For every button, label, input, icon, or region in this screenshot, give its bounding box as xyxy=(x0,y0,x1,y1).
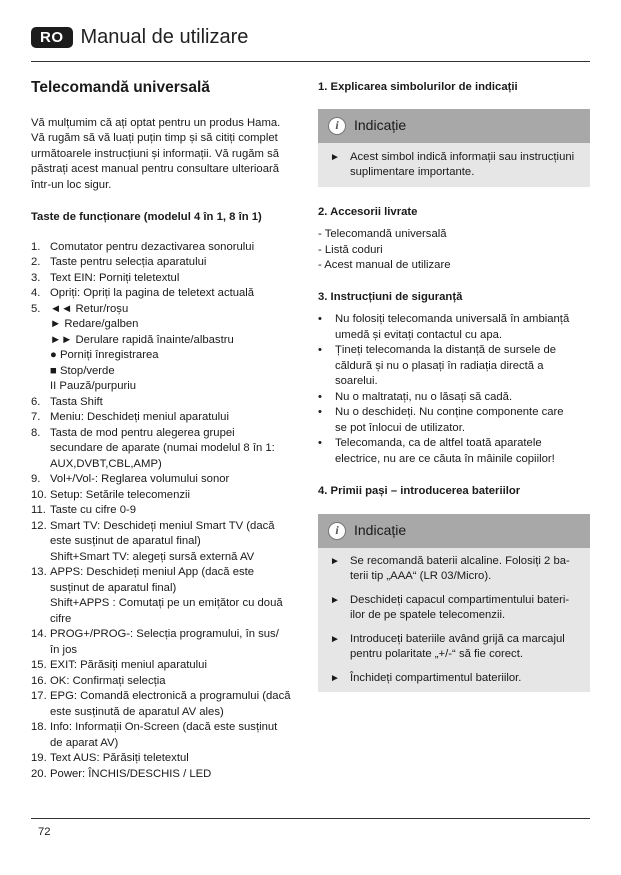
function-item xyxy=(31,410,299,426)
function-text xyxy=(50,488,299,504)
note-item-text xyxy=(350,632,565,663)
function-line: susținut de aparatul final) xyxy=(50,581,177,594)
safety-line: se pot înlocui de utilizator. xyxy=(335,421,465,434)
safety-line: Nu folosiți telecomanda universală în ambianță xyxy=(335,313,570,325)
function-line: Text EIN: Porniți teletextul xyxy=(50,271,180,284)
safety-text xyxy=(335,390,512,406)
info-icon: i xyxy=(328,522,346,540)
function-line: Meniu: Deschideți meniul aparatului xyxy=(50,411,229,423)
note-text-line: pentru polaritate „+/-“ să fie corect. xyxy=(350,648,523,660)
function-item xyxy=(31,751,299,767)
function-text xyxy=(50,627,299,658)
safety-line: Nu o deschideți. Nu conține componente care xyxy=(335,406,564,418)
function-text xyxy=(50,503,299,519)
function-item xyxy=(31,271,299,287)
functions-heading: Taste de funcționare (modelul 4 în 1, 8 în 1) xyxy=(31,211,262,223)
function-line: secundare de aparate (numai modelul 8 în 1: xyxy=(50,442,275,454)
note-title: Indicație xyxy=(354,521,407,538)
note-text-line: Deschideți capacul compartimentului bateri- xyxy=(350,593,570,606)
function-text xyxy=(50,410,299,426)
page-title: Telecomandă universală xyxy=(31,79,210,96)
safety-text xyxy=(335,343,556,390)
function-line: cifre xyxy=(50,612,72,625)
function-number: 11. xyxy=(31,504,46,516)
function-line: Taste pentru selecția aparatului xyxy=(50,256,207,268)
bullet-icon: • xyxy=(318,406,322,418)
note-text-line: ilor de pe spatele telecomenzii. xyxy=(350,609,506,621)
intro-line: într-un loc sigur. xyxy=(31,178,112,191)
intro-paragraph xyxy=(31,116,299,194)
function-line: este susținută de aparatul AV ales) xyxy=(50,705,224,718)
bullet-icon: • xyxy=(318,390,322,403)
safety-line: căldură și nu o plasați în radiația directă a xyxy=(335,359,544,372)
safety-line: Țineți telecomanda la distanță de sursele de xyxy=(335,344,557,356)
arrow-right-icon: ► xyxy=(330,151,340,163)
function-text xyxy=(50,689,299,720)
safety-item xyxy=(318,390,590,406)
function-line: ■ Stop/verde xyxy=(50,364,115,377)
function-line: ► Redare/galben xyxy=(50,318,139,330)
note-box-batteries xyxy=(318,514,590,693)
function-item xyxy=(31,302,299,395)
page-number: 72 xyxy=(38,826,51,838)
function-line: Shift+APPS : Comutați pe un emițător cu două xyxy=(50,597,283,609)
function-item xyxy=(31,395,299,411)
function-number: 5. xyxy=(31,302,41,315)
function-line: ◄◄ Retur/roșu xyxy=(50,302,129,315)
function-number: 12. xyxy=(31,519,47,532)
function-text xyxy=(50,767,299,783)
function-item xyxy=(31,674,299,690)
safety-line: electrice, nu are ce căuta în mâinile copiilor! xyxy=(335,452,555,465)
function-line: Setup: Setările telecomenzii xyxy=(50,488,191,501)
function-line: OK: Confirmați selecția xyxy=(50,674,166,687)
function-text xyxy=(50,720,299,751)
bottom-divider xyxy=(31,818,590,819)
function-text xyxy=(50,395,299,411)
function-number: 19. xyxy=(31,752,47,764)
function-line: în jos xyxy=(50,643,78,656)
function-list xyxy=(31,240,299,783)
note-item-text xyxy=(350,554,570,585)
function-line: Tasta de mod pentru alegerea grupei xyxy=(50,426,235,439)
function-line: Tasta Shift xyxy=(50,395,103,408)
function-number: 13. xyxy=(31,566,47,578)
note-text-line: Închideți compartimentul bateriilor. xyxy=(350,671,522,684)
function-line: Text AUS: Părăsiți teletextul xyxy=(50,752,189,764)
function-item xyxy=(31,519,299,566)
function-item xyxy=(31,565,299,627)
note-items xyxy=(318,548,590,693)
note-text-line: Acest simbol indică informații sau instrucțiuni xyxy=(350,150,575,163)
function-item xyxy=(31,720,299,751)
function-line: PROG+/PROG-: Selecția programului, în sus/ xyxy=(50,628,279,640)
function-text xyxy=(50,271,299,287)
note-header xyxy=(318,109,590,143)
function-number: 6. xyxy=(31,395,41,408)
safety-text xyxy=(335,312,569,343)
function-line: AUX,DVBT,CBL,AMP) xyxy=(50,457,162,470)
info-icon: i xyxy=(328,117,346,135)
function-text xyxy=(50,302,299,395)
intro-line: următoarele instrucțiuni și informații. Vă rugăm să xyxy=(31,147,280,160)
section3-heading: 3. Instrucțiuni de siguranță xyxy=(318,290,463,303)
function-number: 4. xyxy=(31,287,41,299)
safety-text xyxy=(335,405,564,436)
document-title: Manual de utilizare xyxy=(80,26,249,48)
function-line: este susținut de aparatul final) xyxy=(50,535,201,547)
section1-heading: 1. Explicarea simbolurilor de indicații xyxy=(318,81,518,93)
note-item xyxy=(318,150,590,181)
function-item xyxy=(31,627,299,658)
section4-heading: 4. Primii pași – introducerea bateriilor xyxy=(318,485,521,497)
safety-line: Telecomanda, ca de altfel toată aparatele xyxy=(335,437,542,449)
bullet-icon: • xyxy=(318,313,322,325)
intro-line: păstrați acest manual pentru consultare ulterioară xyxy=(31,163,280,175)
function-line: Opriți: Opriți la pagina de teletext actuală xyxy=(50,287,255,299)
arrow-right-icon: ► xyxy=(330,594,340,606)
safety-list xyxy=(318,312,590,467)
function-item xyxy=(31,767,299,783)
safety-line: umedă și evitați contactul cu apa. xyxy=(335,328,503,341)
safety-line: Nu o maltratați, nu o lăsați să cadă. xyxy=(335,390,513,403)
function-item xyxy=(31,240,299,256)
function-item xyxy=(31,426,299,473)
function-line: EXIT: Părăsiți meniul aparatului xyxy=(50,659,207,671)
function-number: 7. xyxy=(31,411,41,423)
function-text xyxy=(50,255,299,271)
right-column xyxy=(318,80,590,692)
language-badge: RO xyxy=(31,27,73,48)
accessory-item: - Listă coduri xyxy=(318,243,383,256)
function-item xyxy=(31,488,299,504)
function-number: 18. xyxy=(31,721,47,733)
safety-item xyxy=(318,343,590,390)
note-text-line: Se recomandă baterii alcaline. Folosiți 2 ba- xyxy=(350,554,570,567)
safety-line: soarelui. xyxy=(335,375,378,387)
note-text-line: terii tip „AAA“ (LR 03/Micro). xyxy=(350,570,492,582)
note-text-line: Introduceți bateriile având grijă ca marcajul xyxy=(350,632,565,645)
function-text xyxy=(50,240,299,256)
function-number: 2. xyxy=(31,256,41,268)
function-text xyxy=(50,472,299,488)
function-number: 10. xyxy=(31,488,47,501)
intro-line: Vă mulțumim că ați optat pentru un produs Hama. xyxy=(31,116,281,129)
function-line: II Pauză/purpuriu xyxy=(50,380,137,392)
function-text xyxy=(50,286,299,302)
header xyxy=(31,26,248,49)
function-line: Vol+/Vol-: Reglarea volumului sonor xyxy=(50,473,230,485)
function-number: 8. xyxy=(31,426,41,439)
note-item xyxy=(318,632,590,663)
function-item xyxy=(31,472,299,488)
function-number: 9. xyxy=(31,473,41,485)
bullet-icon: • xyxy=(318,437,322,449)
function-text xyxy=(50,674,299,690)
note-item-text xyxy=(350,593,569,624)
function-text xyxy=(50,751,299,767)
function-item xyxy=(31,286,299,302)
function-line: Comutator pentru dezactivarea sonorului xyxy=(50,240,255,253)
safety-item xyxy=(318,405,590,436)
function-number: 3. xyxy=(31,271,41,284)
note-item xyxy=(318,554,590,585)
note-header xyxy=(318,514,590,548)
function-number: 17. xyxy=(31,690,47,702)
function-text xyxy=(50,519,299,566)
function-line: de aparat AV) xyxy=(50,736,119,749)
section2-heading: 2. Accesorii livrate xyxy=(318,205,418,218)
function-line: ● Porniți înregistrarea xyxy=(50,349,159,361)
function-number: 14. xyxy=(31,628,47,640)
function-line: Power: ÎNCHIS/DESCHIS / LED xyxy=(50,767,212,780)
accessory-item: - Telecomandă universală xyxy=(318,228,447,240)
accessory-item: - Acest manual de utilizare xyxy=(318,259,451,271)
function-line: ►► Derulare rapidă înainte/albastru xyxy=(50,333,234,346)
note-item xyxy=(318,593,590,624)
function-line: Taste cu cifre 0-9 xyxy=(50,504,137,516)
function-text xyxy=(50,426,299,473)
function-line: Smart TV: Deschideți meniul Smart TV (dacă xyxy=(50,519,275,532)
note-text-line: suplimentare importante. xyxy=(350,166,475,178)
function-number: 20. xyxy=(31,767,47,780)
safety-item xyxy=(318,312,590,343)
left-column xyxy=(31,80,299,782)
function-line: Info: Informații On-Screen (dacă este susținut xyxy=(50,721,278,733)
note-item xyxy=(318,671,590,687)
function-item xyxy=(31,503,299,519)
function-text xyxy=(50,565,299,627)
safety-text xyxy=(335,436,555,467)
arrow-right-icon: ► xyxy=(330,672,340,684)
intro-line: Vă rugăm să vă luați puțin timp și să citiți complet xyxy=(31,132,278,144)
note-title: Indicație xyxy=(354,116,407,133)
note-item-text xyxy=(350,671,521,687)
function-number: 16. xyxy=(31,674,47,687)
function-line: Shift+Smart TV: alegeți sursă externă AV xyxy=(50,550,255,563)
function-item xyxy=(31,689,299,720)
function-number: 15. xyxy=(31,659,47,671)
function-line: APPS: Deschideți meniul App (dacă este xyxy=(50,566,255,578)
function-line: EPG: Comandă electronică a programului (dacă xyxy=(50,690,291,702)
note-box-symbols xyxy=(318,109,590,187)
function-number: 1. xyxy=(31,240,41,253)
arrow-right-icon: ► xyxy=(330,633,340,645)
safety-item xyxy=(318,436,590,467)
function-text xyxy=(50,658,299,674)
accessories-list xyxy=(318,227,590,274)
bullet-icon: • xyxy=(318,344,322,356)
top-divider xyxy=(31,61,590,62)
arrow-right-icon: ► xyxy=(330,555,340,567)
function-item xyxy=(31,658,299,674)
function-item xyxy=(31,255,299,271)
